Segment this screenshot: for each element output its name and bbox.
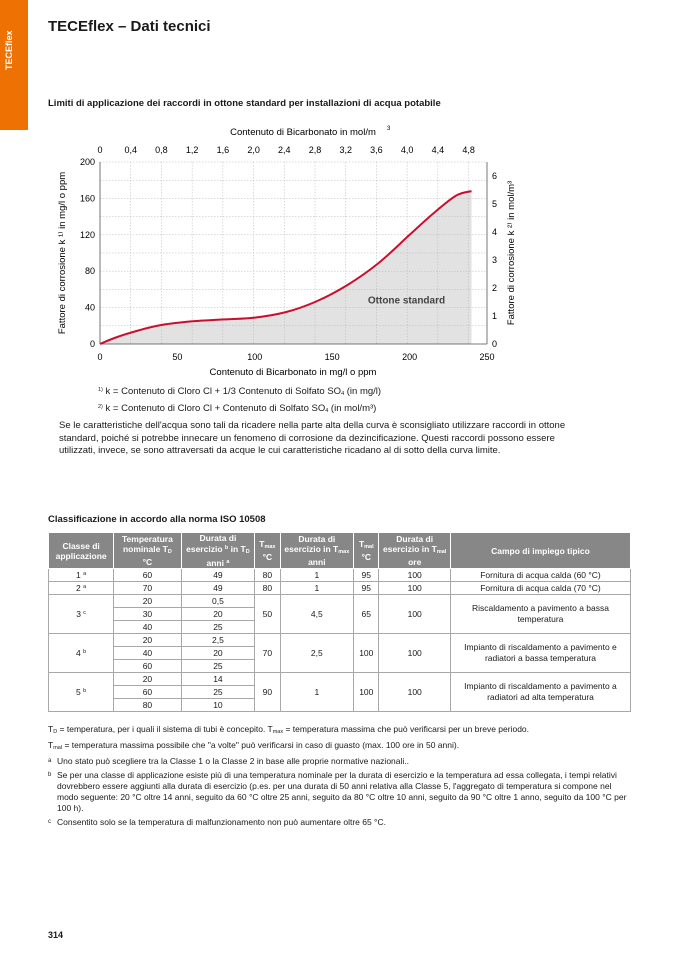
cell-durata: 10 bbox=[181, 699, 255, 712]
y-left-tick-label: 0 bbox=[89, 339, 95, 349]
body-paragraph: Se le caratteristiche dell'acqua sono tali da ricadere nella parte alta della curva è sconsigliato utilizzare raccordi in ottone standard, poiché si potrebbe innecare un fenomeno di corrosione da dezincificazione. Questi raccordi possono essere utilizzati, invece, se sono attraversati da acque le cui caratteristiche ricadano al di sotto della curva limite. bbox=[59, 420, 566, 456]
y-left-tick-label: 200 bbox=[79, 157, 95, 167]
note-2-mark: 2) bbox=[98, 404, 103, 410]
cell-durata-tmax: 1 bbox=[280, 569, 354, 582]
note-2-text: k = Contenuto di Cloro Cl + Contenuto di Solfato SO bbox=[105, 403, 326, 414]
x-top-tick-label: 4,0 bbox=[400, 145, 414, 155]
cell-temperatura: 60 bbox=[114, 660, 181, 673]
x-top-tick-label: 2,0 bbox=[247, 145, 260, 155]
cell-durata: 20 bbox=[181, 608, 255, 621]
cell-durata-tmax: 1 bbox=[280, 673, 354, 712]
iso-classification-table bbox=[48, 532, 631, 712]
x-top-tick-label: 1,6 bbox=[216, 145, 230, 155]
cell-durata-tmax: 2,5 bbox=[280, 634, 354, 673]
cell-temperatura: 20 bbox=[114, 634, 181, 647]
y-right-tick-label: 2 bbox=[492, 283, 498, 293]
y-right-tick-label: 5 bbox=[492, 199, 498, 209]
x-bottom-axis-label: Contenuto di Bicarbonato in mg/l o ppm bbox=[209, 367, 377, 378]
section-tab-label: TECEflex bbox=[4, 30, 14, 70]
section-tab bbox=[0, 0, 28, 130]
chart-title: Limiti di applicazione dei raccordi in ottone standard per installazioni di acqua potabile bbox=[48, 98, 441, 109]
x-top-tick-label: 3,6 bbox=[370, 145, 383, 155]
y-left-tick-label: 80 bbox=[84, 266, 95, 277]
note-1-text: k = Contenuto di Cloro Cl + 1/3 Contenuto di Solfato SO bbox=[105, 386, 342, 397]
cell-durata-tmal: 100 bbox=[379, 582, 451, 595]
header-temperatura: Temperatura nominale TD °C bbox=[114, 533, 181, 569]
footnote-c: c Consentito solo se la temperatura di malfunzionamento non può aumentare oltre 65 °C. bbox=[48, 817, 386, 827]
x-bottom-tick-label: 50 bbox=[172, 352, 183, 362]
cell-temperatura: 60 bbox=[114, 569, 181, 582]
table-title: Classificazione in accordo alla norma ISO 10508 bbox=[48, 514, 266, 525]
x-top-tick-label: 3,2 bbox=[339, 145, 352, 155]
cell-durata: 2,5 bbox=[181, 634, 255, 647]
page-title: TECEflex – Dati tecnici bbox=[48, 18, 211, 35]
note-1-mark: 1) bbox=[98, 387, 103, 393]
cell-temperatura: 40 bbox=[114, 647, 181, 660]
cell-campo: Impianto di riscaldamento a pavimento a radiatori ad alta temperatura bbox=[450, 673, 630, 712]
table-header-row bbox=[49, 533, 631, 569]
note-2-tail: (in mol/m³) bbox=[328, 403, 377, 414]
cell-tmal: 95 bbox=[354, 582, 379, 595]
cell-temperatura: 60 bbox=[114, 686, 181, 699]
definition-tmal: Tmal = temperatura massima possibile che "a volte" può verificarsi in caso di guasto (max. 100 ore in 50 anni). bbox=[48, 740, 460, 751]
x-top-axis-label: Contenuto di Bicarbonato in mol/m bbox=[230, 127, 376, 138]
x-bottom-tick-label: 100 bbox=[247, 352, 263, 362]
cell-durata: 49 bbox=[181, 569, 255, 582]
cell-classe: 5 $^b$ bbox=[49, 673, 114, 712]
x-bottom-tick-label: 200 bbox=[402, 352, 418, 362]
x-bottom-tick-label: 150 bbox=[324, 352, 340, 362]
cell-classe: 2 $^a$ bbox=[49, 582, 114, 595]
cell-durata-tmax: 4,5 bbox=[280, 595, 354, 634]
note-2 bbox=[98, 401, 381, 418]
x-top-tick-label: 0,8 bbox=[155, 145, 168, 155]
y-right-tick-label: 3 bbox=[492, 255, 498, 265]
table-row bbox=[49, 569, 631, 582]
cell-durata: 20 bbox=[181, 647, 255, 660]
corrosion-chart bbox=[48, 118, 548, 380]
cell-durata-tmal: 100 bbox=[379, 673, 451, 712]
x-top-tick-label: 2,4 bbox=[278, 145, 291, 155]
y-right-axis-label: Fattore di corrosione k ²⁾ in mol/m³ bbox=[506, 180, 517, 326]
footnote-b: b Se per una classe di applicazione esiste più di una temperatura nominale per la durata di esercizio e la temperatura ad essa collegata, i tempi relativi dovrebbero essere aggiunti alla durata di esercizio (p.es. per una durata di 50 anni relativa alla Classe 5, l'aggregato di temperatura si compone nel modo seguente: 20 °C oltre 14 anni, seguito da 60 °C oltre 25 anni, seguito da 80 °C oltre 10 anni, seguito da 90 °C oltre 1 anno, seguito da 100 °C per 100 h). bbox=[48, 770, 627, 813]
cell-temperatura: 20 bbox=[114, 673, 181, 686]
cell-durata-tmal: 100 bbox=[379, 569, 451, 582]
x-top-tick-label: 1,2 bbox=[185, 145, 199, 155]
header-classe: Classe di applicazione bbox=[49, 533, 114, 569]
definition-td-tmax: TD = temperatura, per i quali il sistema di tubi è concepito. Tmax = temperatura massima che può verificarsi per un breve periodo. bbox=[48, 724, 530, 735]
symbol-definitions bbox=[48, 723, 529, 755]
cell-durata-tmax: 1 bbox=[280, 582, 354, 595]
x-top-axis-label-sup: 3 bbox=[387, 126, 391, 132]
cell-durata: 25 bbox=[181, 686, 255, 699]
cell-classe: 3 $^c$ bbox=[49, 595, 114, 634]
cell-campo: Fornitura di acqua calda (70 °C) bbox=[450, 582, 630, 595]
y-left-tick-label: 160 bbox=[79, 193, 95, 204]
note-1-tail: (in mg/l) bbox=[344, 386, 382, 397]
cell-temperatura: 40 bbox=[114, 621, 181, 634]
x-top-tick-label: 4,4 bbox=[431, 145, 445, 155]
x-top-tick-label: 4,8 bbox=[462, 145, 475, 155]
cell-campo: Impianto di riscaldamento a pavimento e radiatori a bassa temperatura bbox=[450, 634, 630, 673]
cell-tmal: 95 bbox=[354, 569, 379, 582]
x-top-tick-label: 0 bbox=[97, 145, 103, 155]
cell-durata: 0,5 bbox=[181, 595, 255, 608]
x-top-tick-label: 0,4 bbox=[124, 145, 137, 155]
header-durata-tmax: Durata di esercizio in Tmax anni bbox=[280, 533, 354, 569]
y-left-tick-label: 120 bbox=[79, 229, 95, 240]
header-durata: Durata di esercizio $^b$ in TD anni $^a$ bbox=[181, 533, 255, 569]
note-1 bbox=[98, 384, 381, 401]
cell-tmal: 65 bbox=[354, 595, 379, 634]
cell-tmal: 100 bbox=[354, 634, 379, 673]
footnote-a: a Uno stato può scegliere tra la Classe 1 o la Classe 2 in base alle proprie normative nazionali.. bbox=[48, 756, 409, 766]
y-right-tick-label: 4 bbox=[492, 227, 498, 237]
header-tmal: Tmal °C bbox=[354, 533, 379, 569]
table-row bbox=[49, 595, 631, 608]
cell-durata: 49 bbox=[181, 582, 255, 595]
cell-temperatura: 70 bbox=[114, 582, 181, 595]
cell-tmax: 90 bbox=[255, 673, 280, 712]
x-bottom-tick-label: 250 bbox=[479, 352, 495, 362]
header-durata-tmal: Durata di esercizio in Tmal ore bbox=[379, 533, 451, 569]
cell-durata-tmal: 100 bbox=[379, 634, 451, 673]
cell-tmax: 70 bbox=[255, 634, 280, 673]
area-label: Ottone standard bbox=[367, 295, 446, 307]
y-right-tick-label: 0 bbox=[492, 339, 498, 349]
header-tmax: Tmax °C bbox=[255, 533, 280, 569]
note-2-sub: 4 bbox=[325, 408, 329, 414]
page-number: 314 bbox=[48, 930, 64, 940]
cell-tmal: 100 bbox=[354, 673, 379, 712]
table-row bbox=[49, 673, 631, 686]
cell-durata: 14 bbox=[181, 673, 255, 686]
table-row bbox=[49, 582, 631, 595]
cell-temperatura: 80 bbox=[114, 699, 181, 712]
cell-temperatura: 30 bbox=[114, 608, 181, 621]
chart-notes bbox=[98, 384, 381, 418]
cell-classe: 4 $^b$ bbox=[49, 634, 114, 673]
y-right-tick-label: 6 bbox=[492, 171, 498, 181]
cell-classe: 1 $^a$ bbox=[49, 569, 114, 582]
y-left-axis-label: Fattore di corrosione k ¹⁾ in mg/l o ppm bbox=[57, 171, 68, 335]
cell-temperatura: 20 bbox=[114, 595, 181, 608]
cell-durata: 25 bbox=[181, 621, 255, 634]
header-campo: Campo di impiego tipico bbox=[450, 533, 630, 569]
cell-campo: Riscaldamento a pavimento a bassa temperatura bbox=[450, 595, 630, 634]
cell-durata-tmal: 100 bbox=[379, 595, 451, 634]
cell-tmax: 80 bbox=[255, 582, 280, 595]
x-top-tick-label: 2,8 bbox=[308, 145, 322, 155]
x-bottom-tick-label: 0 bbox=[97, 352, 103, 362]
y-left-tick-label: 40 bbox=[84, 302, 95, 313]
cell-campo: Fornitura di acqua calda (60 °C) bbox=[450, 569, 630, 582]
cell-durata: 25 bbox=[181, 660, 255, 673]
note-1-sub: 4 bbox=[341, 391, 345, 397]
cell-tmax: 50 bbox=[255, 595, 280, 634]
table-row bbox=[49, 634, 631, 647]
cell-tmax: 80 bbox=[255, 569, 280, 582]
y-right-tick-label: 1 bbox=[492, 311, 498, 321]
area-fill bbox=[100, 191, 472, 344]
